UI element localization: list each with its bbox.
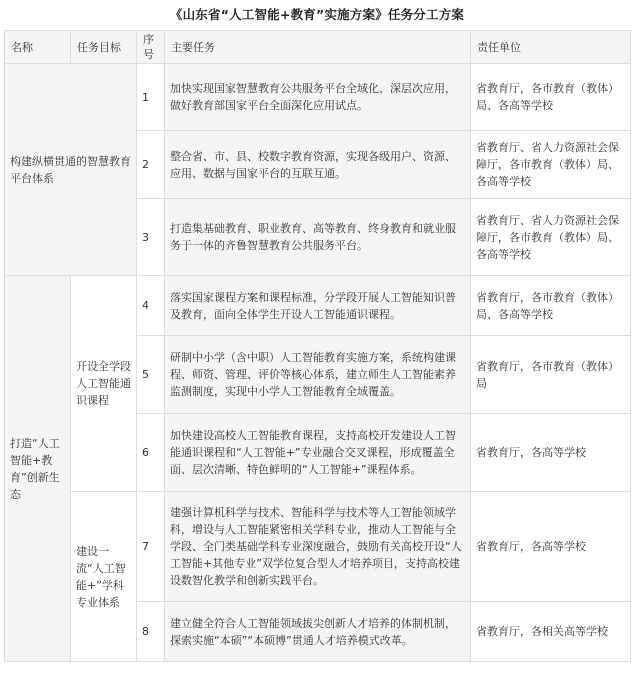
table-row [5,276,631,336]
unit-cell: 省教育厅，各高等学校 [471,414,631,492]
task-cell: 打造集基础教育、职业教育、高等教育、终身教育和就业服务于一体的齐鲁智慧教育公共服务平台。 [165,199,471,276]
seq-cell: 8 [137,602,165,662]
unit-cell: 省教育厅，各高等学校 [471,492,631,602]
seq-cell: 5 [137,336,165,414]
group-name-cell: 构建纵横贯通的智慧教育平台体系 [5,64,137,276]
task-cell: 研制中小学（含中职）人工智能教育实施方案，系统构建课程、师资、管理、评价等核心体系，建立师生人工智能素养监测制度，实现中小学人工智能教育全域覆盖。 [165,336,471,414]
unit-cell: 省教育厅，各相关高等学校 [471,602,631,662]
task-table [4,30,631,662]
goal-cell: 建设一流“人工智能+”学科专业体系 [71,492,137,662]
header-seq: 序号 [137,31,165,64]
unit-cell: 省教育厅，各市教育（教体）局、各高等学校 [471,276,631,336]
header-goal: 任务目标 [71,31,137,64]
task-cell: 整合省、市、县、校数字教育资源，实现各级用户、资源、应用、数据与国家平台的互联互通。 [165,131,471,199]
seq-cell: 3 [137,199,165,276]
task-cell: 加快建设高校人工智能教育课程，支持高校开发建设人工智能通识课程和“人工智能+”专业融合交叉课程，形成覆盖全面、层次清晰、特色鲜明的“人工智能+”课程体系。 [165,414,471,492]
seq-cell: 1 [137,64,165,131]
goal-cell: 开设全学段人工智能通识课程 [71,276,137,492]
task-cell: 加快实现国家智慧教育公共服务平台全域化、深层次应用，做好教育部国家平台全面深化应用试点。 [165,64,471,131]
table-row [5,492,631,602]
seq-cell: 2 [137,131,165,199]
unit-cell: 省教育厅、省人力资源社会保障厅，各市教育（教体）局、各高等学校 [471,131,631,199]
header-task: 主要任务 [165,31,471,64]
table-row [5,64,631,131]
page-title: 《山东省“人工智能+教育”实施方案》任务分工方案 [169,7,465,22]
header-row [5,31,631,64]
seq-cell: 4 [137,276,165,336]
task-cell: 建强计算机科学与技术、智能科学与技术等人工智能领域学科，增设与人工智能紧密相关学科专业，推动人工智能与全学段、全门类基础学科专业深度融合，鼓励有关高校开设“人工智能+其他专业”双学位复合型人才培养项目，支持高校建设数智化教学和创新实践平台。 [165,492,471,602]
task-cell: 建立健全符合人工智能领域拔尖创新人才培养的体制机制，探索实施“本硕”“本硕博”贯通人才培养模式改革。 [165,602,471,662]
header-name: 名称 [5,31,71,64]
unit-cell: 省教育厅，各市教育（教体）局 [471,336,631,414]
seq-cell: 6 [137,414,165,492]
seq-cell: 7 [137,492,165,602]
group-name-cell: 打造“人工智能+教育”创新生态 [5,276,71,662]
unit-cell: 省教育厅、省人力资源社会保障厅，各市教育（教体）局、各高等学校 [471,199,631,276]
task-cell: 落实国家课程方案和课程标准，分学段开展人工智能知识普及教育，面向全体学生开设人工智能通识课程。 [165,276,471,336]
header-unit: 责任单位 [471,31,631,64]
unit-cell: 省教育厅，各市教育（教体）局、各高等学校 [471,64,631,131]
